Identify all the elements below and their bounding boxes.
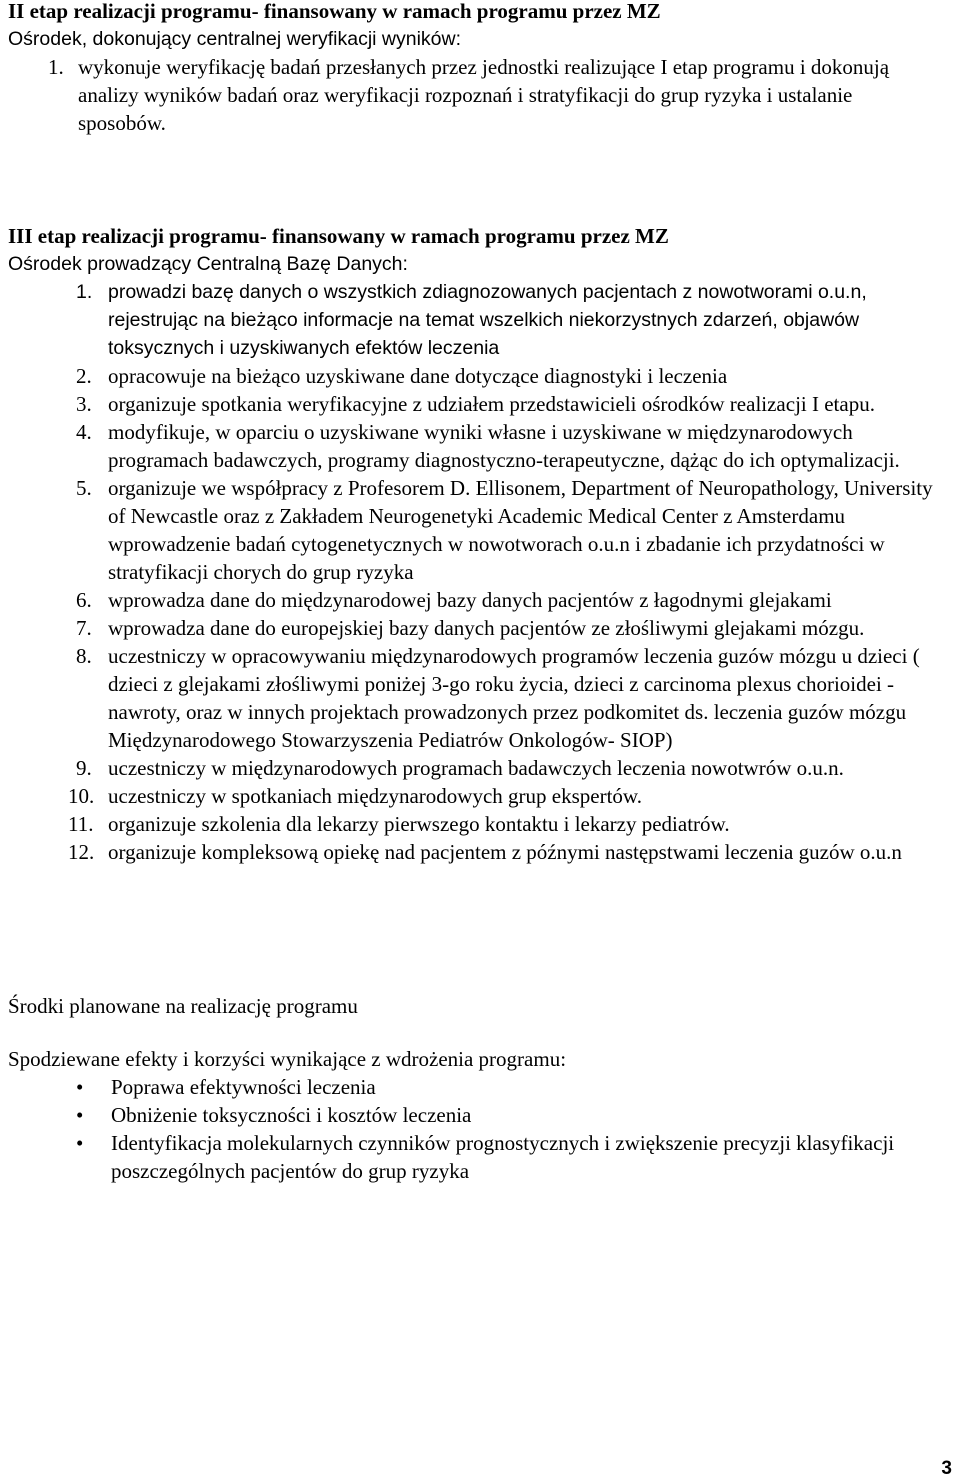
item-text: Poprawa efektywności leczenia	[111, 1075, 376, 1099]
item-text: organizuje kompleksową opiekę nad pacjentem z późnymi następstwami leczenia guzów o.u.n	[108, 840, 902, 864]
item-number: 5.	[76, 476, 92, 500]
item-number: 1.	[76, 281, 93, 303]
list-item	[8, 614, 943, 642]
item-number: 7.	[76, 616, 92, 640]
item-number: 3.	[76, 392, 92, 416]
list-item	[8, 586, 943, 614]
item-number: 10.	[68, 784, 95, 808]
list-item	[8, 838, 943, 866]
list-item	[8, 1101, 943, 1129]
section2-heading: II etap realizacji programu- finansowany w ramach programu przez MZ	[8, 0, 661, 23]
page-number: 3	[941, 1458, 952, 1479]
list-item	[8, 810, 943, 838]
item-text: uczestniczy w międzynarodowych programach badawczych leczenia nowotwrów o.u.n.	[108, 756, 844, 780]
item-text: prowadzi bazę danych o wszystkich zdiagnozowanych pacjentach z nowotworami o.u.n, rejestrując na bieżąco informacje na temat wszelkich niekorzystnych zdarzeń, objawów toksycznych i uzyskiwanych efektów leczenia	[108, 281, 867, 359]
list-item	[8, 642, 943, 754]
list-item	[8, 754, 943, 782]
item-text: Obniżenie toksyczności i kosztów leczenia	[111, 1103, 472, 1127]
item-text: organizuje spotkania weryfikacyjne z udziałem przedstawicieli ośrodków realizacji I etapu.	[108, 392, 875, 416]
bullet-icon: •	[76, 1075, 84, 1099]
bullet-icon: •	[76, 1103, 84, 1127]
item-text: Identyfikacja molekularnych czynników prognostycznych i zwiększenie precyzji klasyfikacji poszczególnych pacjentów do grup ryzyka	[111, 1131, 895, 1183]
item-text: uczestniczy w opracowywaniu międzynarodowych programów leczenia guzów mózgu u dzieci ( dzieci z glejakami złośliwymi poniżej 3-go roku życia, dzieci z carcinoma plexus chorioidei - nawroty, oraz w innych projektach prowadzonych przez podkomitet ds. leczenia guzów mózgu Międzynarodowego Stowarzyszenia Pediatrów Onkologów- SIOP)	[108, 644, 920, 752]
document-page	[8, 0, 943, 1185]
item-text: opracowuje na bieżąco uzyskiwane dane dotyczące diagnostyki i leczenia	[108, 364, 728, 388]
section2-list	[8, 53, 943, 137]
item-text: wprowadza dane do europejskiej bazy danych pacjentów ze złośliwymi glejakami mózgu.	[108, 616, 865, 640]
list-item	[8, 362, 943, 390]
list-item	[8, 1073, 943, 1101]
section3-list	[8, 278, 943, 866]
list-item	[8, 53, 943, 137]
item-text: organizuje szkolenia dla lekarzy pierwszego kontaktu i lekarzy pediatrów.	[108, 812, 730, 836]
item-text: wprowadza dane do międzynarodowej bazy danych pacjentów z łagodnymi glejakami	[108, 588, 832, 612]
list-item	[8, 782, 943, 810]
item-number: 12.	[68, 840, 95, 864]
list-item	[8, 474, 943, 586]
item-number: 1.	[48, 55, 64, 79]
item-number: 4.	[76, 420, 92, 444]
funds-heading: Środki planowane na realizację programu	[8, 994, 358, 1018]
list-item	[8, 418, 943, 474]
list-item	[8, 390, 943, 418]
list-item	[8, 278, 943, 362]
effects-list	[8, 1073, 943, 1185]
bullet-icon: •	[76, 1131, 84, 1155]
item-number: 6.	[76, 588, 92, 612]
item-number: 9.	[76, 756, 92, 780]
item-number: 8.	[76, 644, 92, 668]
section3-heading: III etap realizacji programu- finansowany w ramach programu przez MZ	[8, 224, 669, 248]
list-item	[8, 1129, 943, 1185]
item-text: uczestniczy w spotkaniach międzynarodowych grup ekspertów.	[108, 784, 642, 808]
item-text: wykonuje weryfikację badań przesłanych przez jednostki realizujące I etap programu i dokonują analizy wyników badań oraz weryfikacji rozpoznań i stratyfikacji do grup ryzyka i ustalanie sposobów.	[78, 55, 890, 135]
effects-heading: Spodziewane efekty i korzyści wynikające z wdrożenia programu:	[8, 1047, 567, 1071]
item-text: modyfikuje, w oparciu o uzyskiwane wyniki własne i uzyskiwane w międzynarodowych programach badawczych, programy diagnostyczno-terapeutyczne, dążąc do ich optymalizacji.	[108, 420, 900, 472]
item-text: organizuje we współpracy z Profesorem D. Ellisonem, Department of Neuropathology, University of Newcastle oraz z Zakładem Neurogenetyki Academic Medical Center z Amsterdamu wprowadzenie badań cytogenetycznych w nowotworach o.u.n i zbadanie ich przydatności w stratyfikacji chorych do grup ryzyka	[108, 476, 933, 584]
section2-intro: Ośrodek, dokonujący centralnej weryfikacji wyników:	[8, 28, 462, 50]
section3-intro: Ośrodek prowadzący Centralną Bazę Danych:	[8, 253, 408, 275]
item-number: 11.	[68, 812, 94, 836]
item-number: 2.	[76, 364, 92, 388]
